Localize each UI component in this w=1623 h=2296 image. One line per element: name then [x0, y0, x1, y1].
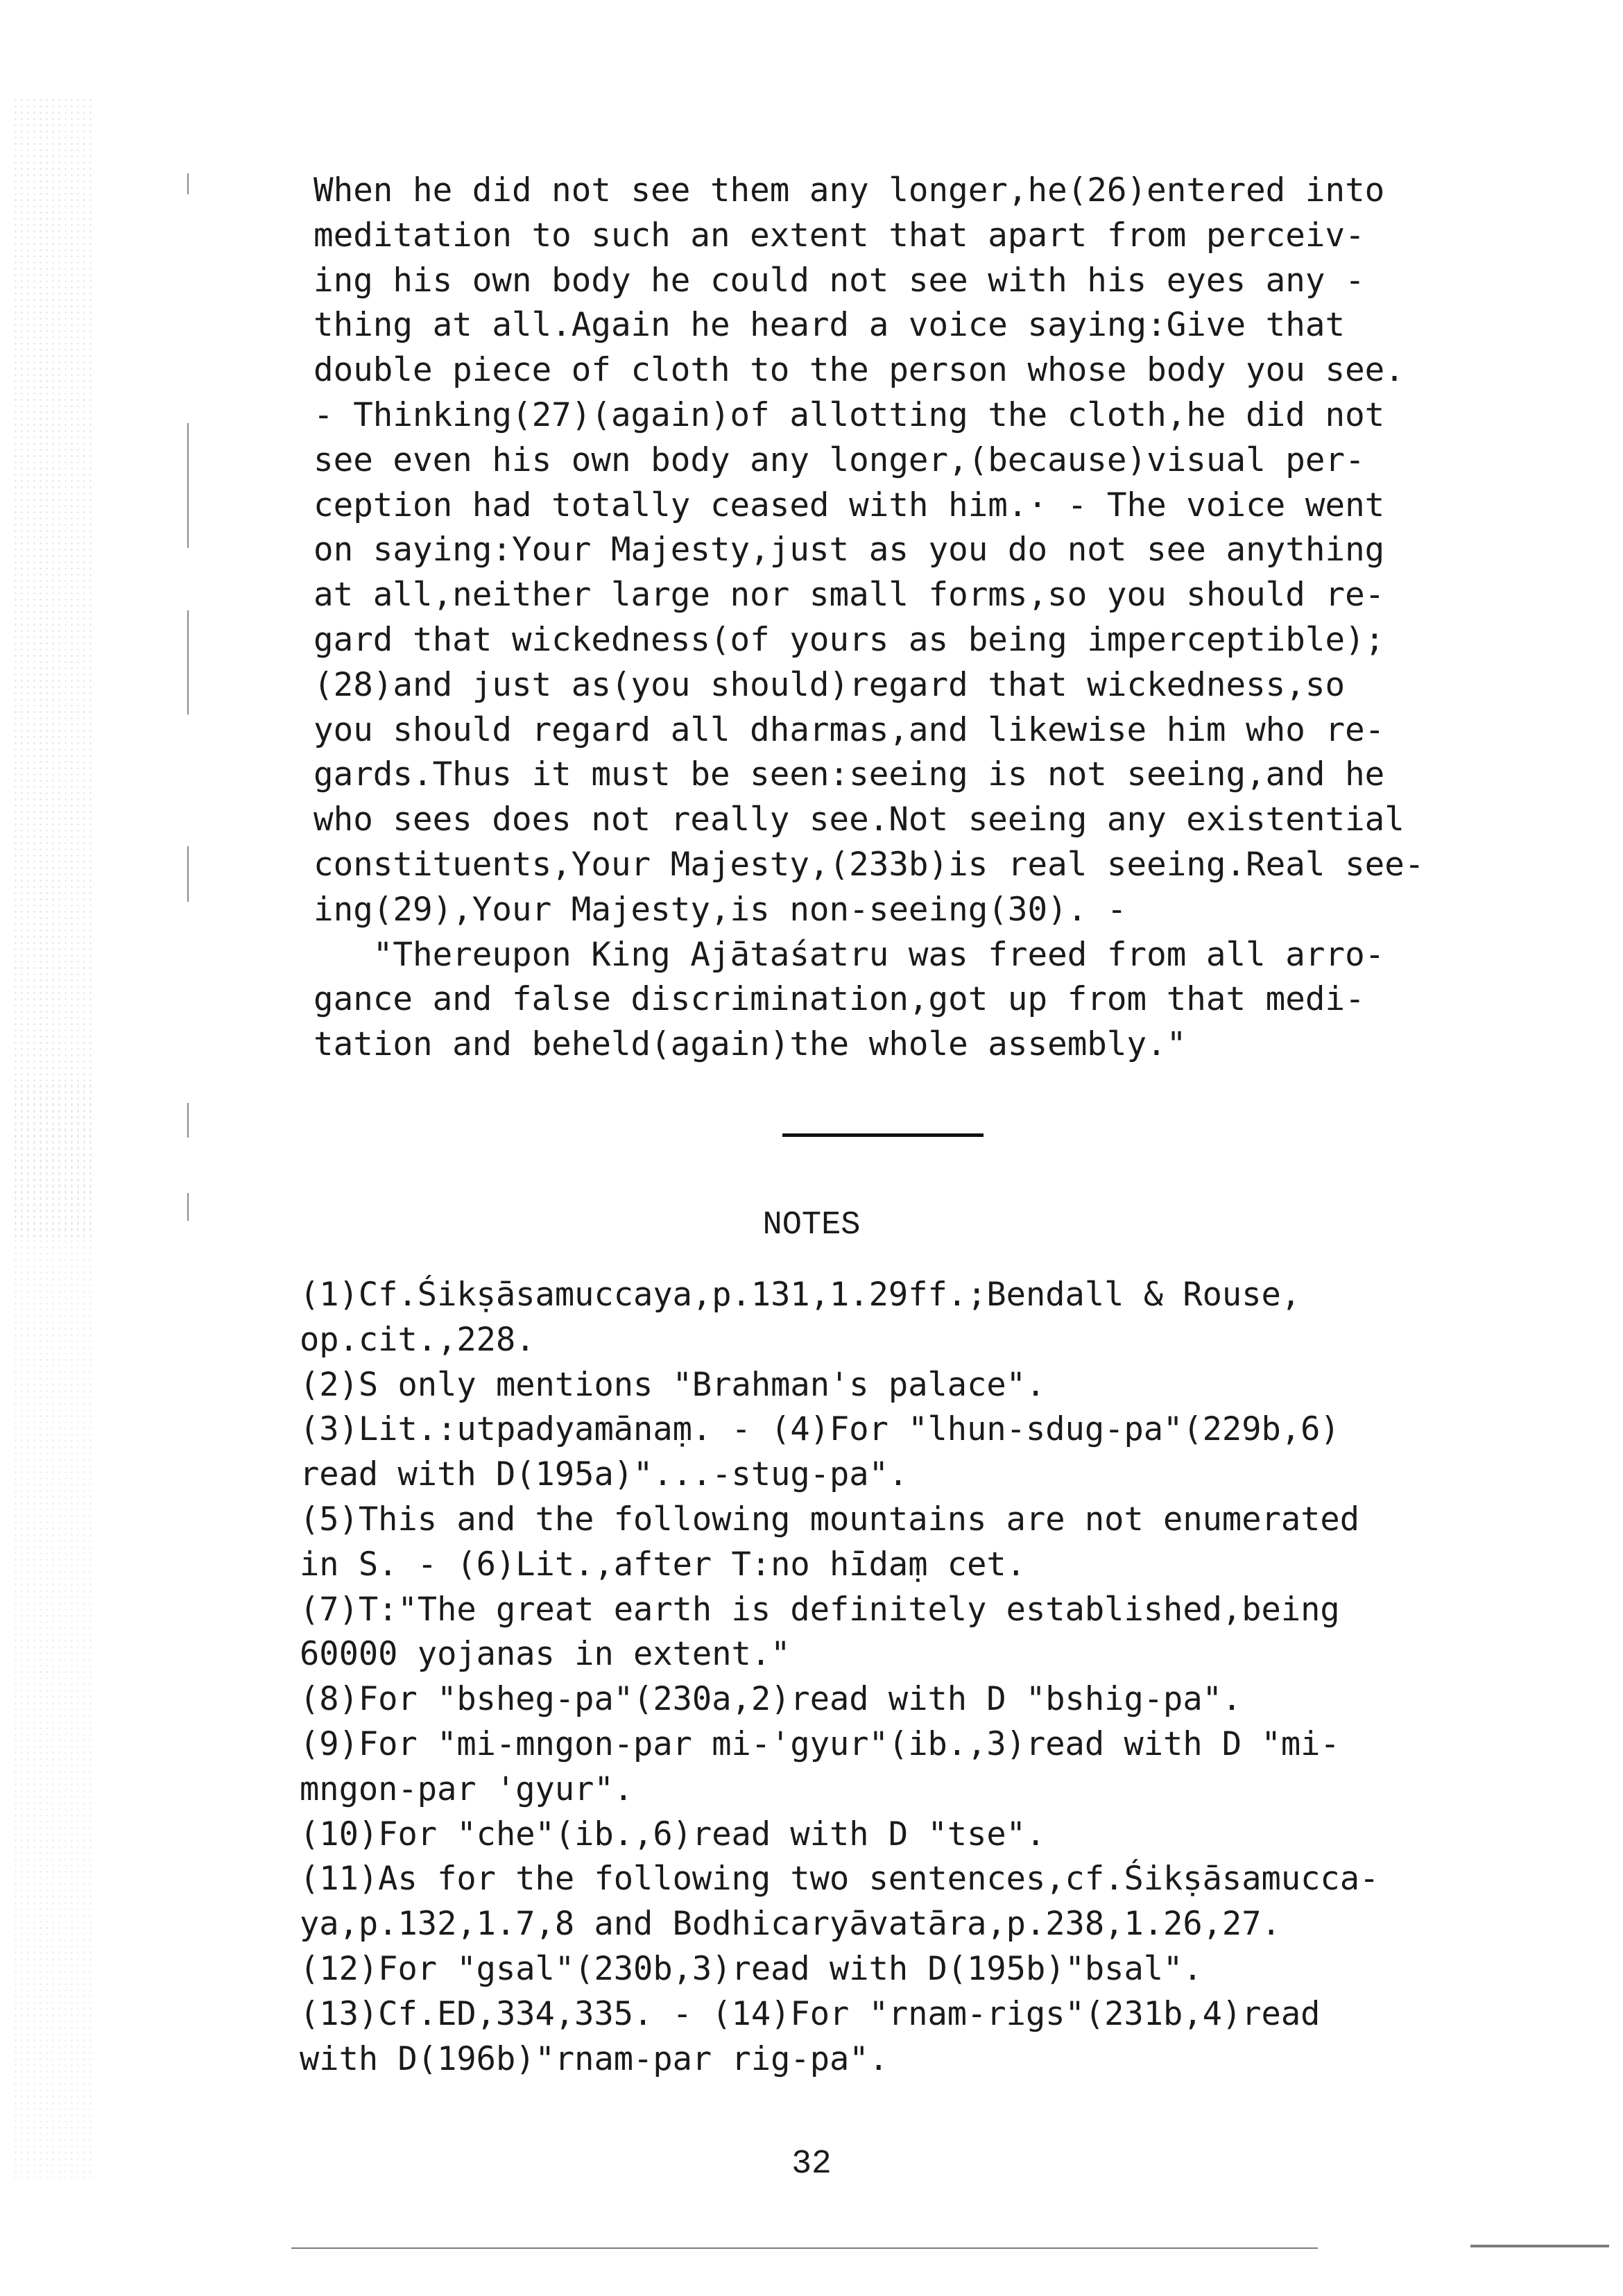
body-line: constituents,Your Majesty,(233b)is real seeing.Real see-: [314, 845, 1425, 884]
body-line: tation and beheld(again)the whole assembly.": [314, 1025, 1187, 1064]
body-line: gards.Thus it must be seen:seeing is not seeing,and he: [314, 755, 1385, 794]
body-line: see even his own body any longer,(because)visual per-: [314, 440, 1365, 479]
body-line: meditation to such an extent that apart from perceiv-: [314, 216, 1365, 255]
note-line: op.cit.,228.: [300, 1320, 535, 1359]
body-line: gance and false discrimination,got up from that medi-: [314, 980, 1365, 1019]
note-line: mngon-par 'gyur".: [300, 1770, 634, 1808]
body-line: on saying:Your Majesty,just as you do not see anything: [314, 531, 1385, 569]
note-line: ya,p.132,1.7,8 and Bodhicaryāvatāra,p.238,1.26,27.: [300, 1905, 1281, 1944]
body-line: gard that wickedness(of yours as being imperceptible);: [314, 620, 1385, 659]
note-line: (11)As for the following two sentences,cf.Śikṣāsamucca-: [300, 1860, 1380, 1899]
body-line: thing at all.Again he heard a voice saying:Give that: [314, 306, 1346, 345]
notes-heading: NOTES: [762, 1207, 861, 1244]
bottom-scan-line: [291, 2247, 1318, 2249]
note-line: (2)S only mentions "Brahman's palace".: [300, 1365, 1046, 1404]
margin-mark: [187, 423, 189, 548]
margin-mark: [187, 846, 189, 902]
margin-mark: [187, 1103, 189, 1138]
note-line: read with D(195a)"...-stug-pa".: [300, 1455, 909, 1494]
body-text: [314, 169, 1576, 1068]
note-line: (1)Cf.Śikṣāsamuccaya,p.131,1.29ff.;Bendall & Rouse,: [300, 1276, 1301, 1314]
note-line: (8)For "bsheg-pa"(230a,2)read with D "bshig-pa".: [300, 1680, 1242, 1719]
note-line: (9)For "mi-mngon-par mi-'gyur"(ib.,3)read with D "mi-: [300, 1724, 1340, 1763]
body-line: "Thereupon King Ajātaśatru was freed from all arro-: [314, 935, 1385, 974]
bottom-scan-line-right: [1470, 2245, 1609, 2247]
note-line: (12)For "gsal"(230b,3)read with D(195b)"bsal".: [300, 1949, 1203, 1988]
margin-mark: [187, 610, 189, 714]
note-line: 60000 yojanas in extent.": [300, 1635, 791, 1674]
body-line: (28)and just as(you should)regard that wickedness,so: [314, 665, 1346, 704]
note-line: (3)Lit.:utpadyamānaṃ. - (4)For "lhun-sdug-pa"(229b,6): [300, 1410, 1340, 1449]
note-line: with D(196b)"rnam-par rig-pa".: [300, 2039, 888, 2078]
note-line: in S. - (6)Lit.,after T:no hīdaṃ cet.: [300, 1545, 1026, 1584]
body-line: ing his own body he could not see with his eyes any -: [314, 261, 1365, 300]
page-number: 32: [791, 2145, 832, 2183]
body-line: double piece of cloth to the person whose body you see.: [314, 351, 1405, 390]
margin-mark: [187, 173, 189, 194]
scan-noise-left: [12, 97, 96, 1242]
note-line: (7)T:"The great earth is definitely established,being: [300, 1590, 1340, 1629]
body-line: - Thinking(27)(again)of allotting the cloth,he did not: [314, 395, 1385, 434]
body-line: ception had totally ceased with him.· - The voice went: [314, 486, 1385, 524]
body-line: who sees does not really see.Not seeing any existential: [314, 800, 1405, 839]
body-line: at all,neither large nor small forms,so you should re-: [314, 576, 1385, 615]
notes-list: [300, 1273, 1590, 2082]
note-line: (13)Cf.ED,334,335. - (14)For "rnam-rigs"(231b,4)read: [300, 1994, 1321, 2033]
body-line: you should regard all dharmas,and likewise him who re-: [314, 710, 1385, 749]
body-line: ing(29),Your Majesty,is non-seeing(30). -: [314, 890, 1127, 929]
section-divider: [782, 1133, 984, 1137]
body-line: When he did not see them any longer,he(26)entered into: [314, 171, 1385, 209]
note-line: (10)For "che"(ib.,6)read with D "tse".: [300, 1815, 1046, 1853]
note-line: (5)This and the following mountains are not enumerated: [300, 1500, 1360, 1539]
